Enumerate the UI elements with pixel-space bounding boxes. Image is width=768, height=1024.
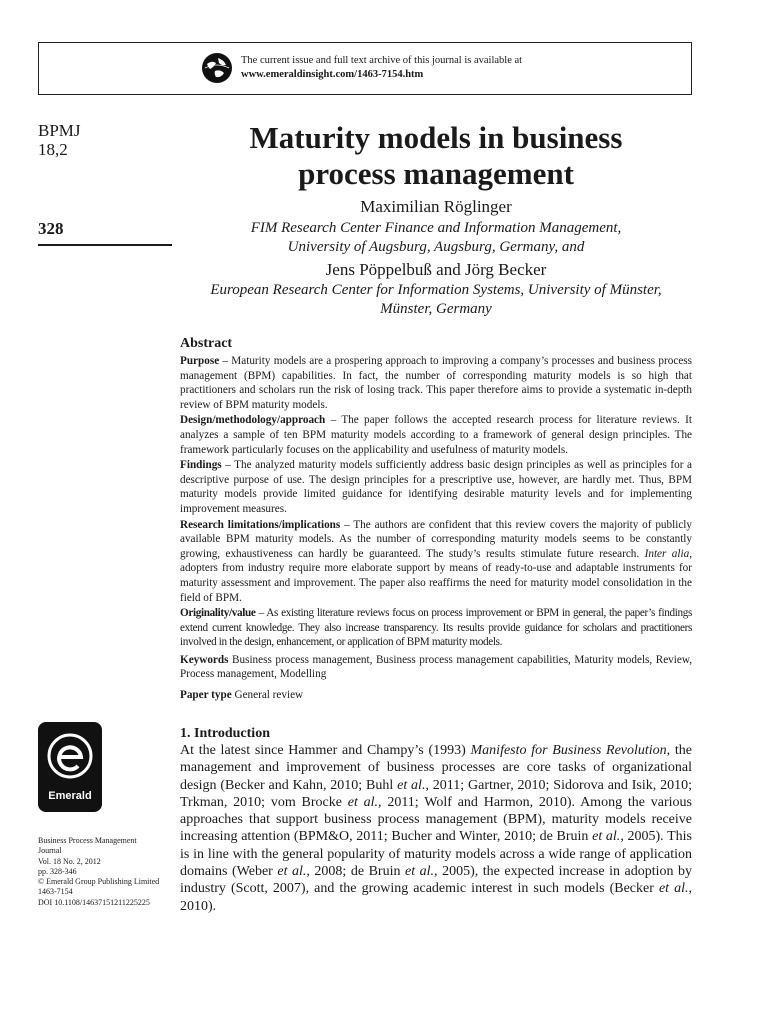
header-notice: The current issue and full text archive of this journal is available at bbox=[241, 55, 523, 66]
emerald-logo-text: Emerald bbox=[48, 790, 92, 802]
intro-text-2: , the management and improvement of business processes are core tasks of organizational design (Becker and Kahn, 2010; Buhl bbox=[180, 743, 692, 793]
affiliation-2-line-2: Münster, Germany bbox=[380, 301, 492, 317]
abstract-limitations bbox=[180, 518, 692, 606]
abstract-keywords bbox=[180, 653, 692, 682]
author-1: Maximilian Röglinger bbox=[360, 197, 512, 216]
intro-text-5: , 2005). This is in line with the general popularity of maturity models across a wide range of application domains (Weber bbox=[180, 829, 692, 880]
emerald-logo bbox=[38, 722, 102, 812]
page-number: 328 bbox=[38, 219, 64, 238]
intro-text-6: , 2008; de Bruin bbox=[306, 864, 406, 880]
intro-text-3: , 2011; Gartner, 2010; Sidorova and Isik, 2010; Trkman, 2010; vom Brocke bbox=[180, 777, 692, 810]
keywords-text: Business process management, Business process management capabilities, Maturity models, Review, Process management, Modelling bbox=[180, 653, 692, 681]
intro-text-8: , 2010). bbox=[180, 881, 692, 914]
affiliation-2 bbox=[180, 281, 692, 319]
purpose-text: – Maturity models are a prospering approach to improving a company’s processes and business process management (BPM) capabilities. In fact, the number of corresponding maturity models is so high that practitioners and scholars run the risk of losing track. This paper therefore aims to provide a systematic in-depth review of BPM maturity models. bbox=[180, 355, 692, 411]
meta-volume: Vol. 18 No. 2, 2012 bbox=[38, 856, 101, 866]
article-title bbox=[180, 120, 692, 192]
intro-italic-5: et al. bbox=[277, 864, 307, 880]
meta-journal: Business Process Management bbox=[38, 836, 137, 845]
keywords-label: Keywords bbox=[180, 653, 229, 666]
findings-label: Findings bbox=[180, 459, 222, 472]
originality-text: – As existing literature reviews focus on process improvement or BPM in general, the paper’s findings extend current knowledge. They also increase transparency. Its results provide guidance for scholars and practitioners involved in the design, enhancement, or application of BPM maturity models. bbox=[180, 607, 692, 649]
abstract-originality bbox=[180, 606, 692, 650]
paper-type-text: General review bbox=[231, 689, 304, 702]
journal-volume: 18,2 bbox=[38, 140, 68, 159]
originality-label: Originality/value bbox=[180, 607, 256, 620]
header-box bbox=[38, 42, 692, 95]
limitations-text-a: – The authors are confident that this review covers the majority of publicly available BPM maturity models. As the number of corresponding maturity models seems to be constantly growing, exhaustiveness can hardly be guaranteed. The study’s results stimulate future research. bbox=[180, 518, 692, 560]
abstract-body bbox=[180, 354, 692, 704]
introduction-heading: 1. Introduction bbox=[180, 726, 270, 741]
meta-doi: DOI 10.1108/14637151211225225 bbox=[38, 897, 150, 907]
affiliation-1 bbox=[180, 219, 692, 257]
abstract-paper-type bbox=[180, 688, 692, 703]
globe-icon bbox=[201, 52, 233, 84]
page-number-rule bbox=[38, 244, 172, 246]
emerald-e-icon bbox=[38, 724, 102, 788]
publication-metadata bbox=[38, 836, 178, 908]
journal-name: BPMJ bbox=[38, 121, 81, 140]
intro-italic-1: Manifesto for Business Revolution bbox=[470, 743, 667, 758]
meta-copyright: © Emerald Group Publishing Limited bbox=[38, 877, 160, 887]
introduction-paragraph bbox=[180, 742, 692, 915]
limitations-text-b: , adopters from industry require more elaborate support by means of ready-to-use and adaptable instruments for maturity assessment and improvement. The paper also reaffirms the need for maturity model consolidation in the field of BPM. bbox=[180, 547, 692, 604]
intro-text-4: , 2011; Wolf and Harmon, 2010). Among the various approaches that support business process management (BPM), maturity models receive increasing attention (BPM&O, 2011; Bucher and Winter, 2010; de Bruin bbox=[180, 794, 692, 845]
paper-type-label: Paper type bbox=[180, 689, 232, 702]
design-label: Design/methodology/approach bbox=[180, 414, 326, 427]
meta-issn: 1463-7154 bbox=[38, 887, 73, 897]
affiliation-2-line-1: European Research Center for Information Systems, University of Münster, bbox=[210, 282, 662, 298]
affiliation-1-line-2: University of Augsburg, Augsburg, Germany, and bbox=[287, 239, 585, 255]
header-url-link[interactable]: www.emeraldinsight.com/1463-7154.htm bbox=[241, 69, 424, 80]
header-text bbox=[241, 54, 522, 82]
affiliation-1-line-1: FIM Research Center Finance and Information Management, bbox=[250, 220, 622, 236]
meta-pages: pp. 328-346 bbox=[38, 866, 77, 876]
abstract-heading: Abstract bbox=[180, 336, 233, 351]
journal-abbreviation bbox=[38, 121, 81, 159]
abstract-design bbox=[180, 413, 692, 457]
limitations-label: Research limitations/implications bbox=[180, 518, 341, 531]
intro-italic-2: et al. bbox=[397, 777, 426, 793]
abstract-findings bbox=[180, 458, 692, 516]
author-2: Jens Pöppelbuß and Jörg Becker bbox=[325, 260, 547, 279]
limitations-italic: Inter alia bbox=[644, 547, 690, 560]
intro-italic-4: et al. bbox=[592, 829, 621, 845]
abstract-purpose bbox=[180, 354, 692, 412]
title-line-1: Maturity models in business bbox=[249, 120, 623, 155]
title-line-2: process management bbox=[298, 156, 574, 191]
intro-italic-7: et al. bbox=[658, 881, 689, 897]
intro-text-1: At the latest since Hammer and Champy’s (1993) bbox=[180, 743, 471, 758]
meta-journal-2: Journal bbox=[38, 846, 62, 856]
intro-italic-3: et al. bbox=[347, 794, 379, 810]
findings-text: – The analyzed maturity models sufficiently address basic design principles as well as principles for a descriptive purpose of use. The design principles for a prescriptive use, however, are hardly met. Thus, BPM maturity models provide limited guidance for identifying desirable maturity levels and for implementing improvement measures. bbox=[180, 459, 692, 515]
intro-text-7: , 2005), the expected increase in adoption by industry (Scott, 2007), and the growing academic interest in such models (Becker bbox=[180, 864, 693, 897]
purpose-label: Purpose bbox=[180, 355, 220, 367]
design-text: – The paper follows the accepted research process for literature reviews. It analyzes a sample of ten BPM maturity models according to a framework of general design principles. The framework particularly focuses on the applicability and usefulness of maturity models. bbox=[180, 414, 692, 456]
intro-italic-6: et al. bbox=[405, 864, 435, 880]
